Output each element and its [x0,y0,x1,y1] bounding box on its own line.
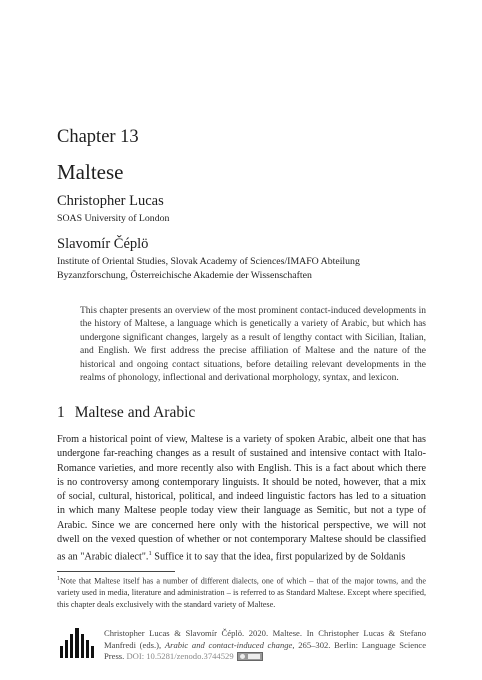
author-affiliation: Institute of Oriental Studies, Slovak Academy of Sciences/IMAFO Abteilung Byzanzforschung, Österreichische Akademie der Wissenschaften [57,256,360,281]
footnote-rule [57,571,175,572]
author-name: Christopher Lucas [57,193,164,209]
author-affiliation: SOAS University of London [57,213,170,224]
citation [104,628,426,663]
footnote [57,574,426,611]
footnote-mark: 1 [57,576,60,582]
section-number: 1 [57,404,65,421]
chapter-title: Maltese [57,160,124,184]
abstract: This chapter presents an overview of the most prominent contact-induced developments in the history of Maltese, a language which is genetically a variety of Arabic, but which has undergone significant changes, largely as a result of lengthy contact with Sicilian, Italian, and English. We first address the precise affiliation of Maltese and the nature of the historical and ongoing contact situations, before detailing relevant developments in the realms of phonology, inflectional and derivational morphology, syntax, and lexicon. [80,306,426,384]
footnote-text: Note that Maltese itself has a number of different dialects, one of which – that of the major towns, and the variety used in media, literature and administration – is referred to as Standard Maltese. Except where specified, this chapter deals exclusively with the standard variety of Maltese. [57,576,426,609]
citation-text: Christopher Lucas & Slavomír Čéplö. 2020. Maltese. In Christopher Lucas & Stefano Manfredi (eds.), [104,628,426,650]
chapter-label: Chapter 13 [57,127,139,147]
section-title: Maltese and Arabic [74,404,196,421]
body-text-part: Suffice it to say that the idea, first popularized by de Soldanis [151,551,406,563]
book-title: Arabic and contact-induced change [164,639,293,650]
cc-by-license-icon[interactable] [237,652,263,661]
language-science-press-logo-icon [60,628,94,658]
footnote-reference[interactable]: 1 [148,550,152,558]
citation-text: , 265–302. Berlin: Language Science Press. [104,639,427,662]
section-heading [57,404,195,422]
body-text-part: From a historical point of view, Maltese is a variety of spoken Arabic, albeit one that has undergone far-reaching changes as a result of sustained and intensive contact with Italo-Romance varieties, and more recently also with English. This is a fact about which there is no controversy among contemporary linguists. It should be noted, however, that a mix of social, cultural, historical, political, and indeed linguistic factors has led to a situation in which many Maltese people today view their language as Semitic, but not a type of Arabic. Since we are concerned here only with the historical perspective, we will not dwell on the vexed question of whether or not contemporary Maltese should be classified as an "Arabic dialect". [57,434,426,563]
doi-link[interactable]: DOI: 10.5281/zenodo.3744529 [126,651,234,662]
body-paragraph [57,433,426,565]
author-name: Slavomír Čéplö [57,236,149,252]
